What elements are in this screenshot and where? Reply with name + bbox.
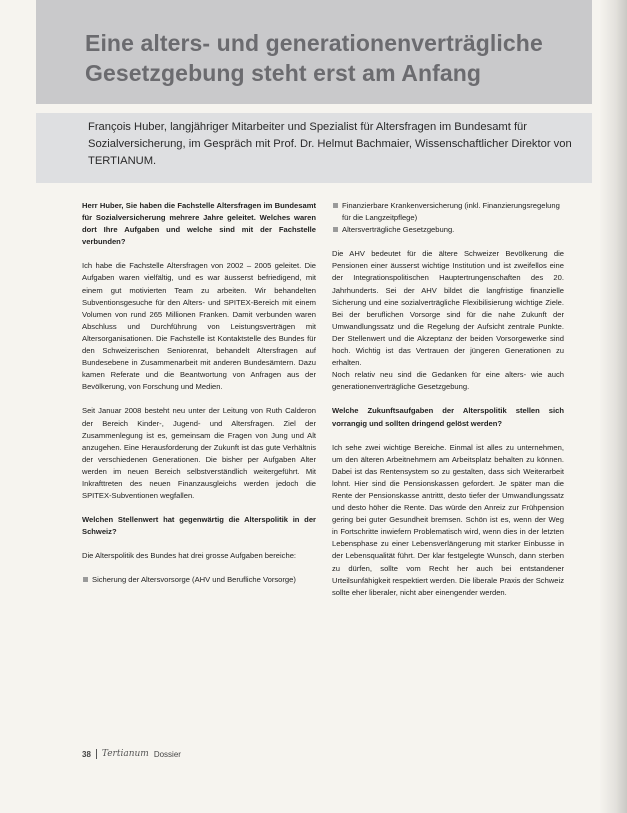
question-2: Welchen Stellenwert hat gegenwärtig die Alterspolitik in der Schweiz? <box>82 515 316 537</box>
answer-3-paragraph-1: Ich sehe zwei wichtige Bereiche. Einmal ist alles zu unternehmen, um den älteren Arbeitnehmern am Arbeitsplatz behalten zu können. Dabei ist das Rentensystem so zu gestalten, dass sich Weiterarbeit lohnt. Hier sind die Pensionskassen gefordert. Je später man die Rente der Pensionskasse antrittt, desto tiefer der Umwandlungssatz und desto höher die Rente. Das würde den Anreiz zur Frühpension gering bei guter Gesundheit bremsen. Schön ist es, wenn der Weg in Fortschritte inwiefern Problematisch wird, wenn dies in der letzten Lebensphase zu einer Lebensverlängerung mit starker Einbusse in der Lebensqualität führt. Der klar festgelegte Wunsch, dann sterben zu dürfen, sollte vom Recht her auch bei entstandener Urteilsunfähigkeit respektiert werden. Die liberale Praxis der Schweiz sollte eher liberaler, nicht aber einengender werden. <box>332 442 564 597</box>
answer-1-paragraph-1: Ich habe die Fachstelle Altersfragen von 2002 – 2005 geleitet. Die Aufgaben waren vielfältig, und es war äusserst befriedigend, mit einem gut motivierten Team zu arbeiten. Wir behandelten Subventionsgesuche für den Alters- und SPITEX-Bereich mit einem Volumen von rund 265 Millionen Franken. Damit verbunden waren Abschluss und Durchführung von Leistungsverträgen mit Altersorganisationen. Die Fachstelle ist Kontaktstelle des Bundes für den Schweizerischen Seniorenrat, behandelt Altersfragen auf Bundesebene in Zusammenarbeit mit anderen Bundesämtern. Dazu kamen Referate und die Beantwortung von Anfragen aus der Bevölkerung, von Forschung und Medien. <box>82 261 316 392</box>
section-name: Dossier <box>153 749 181 759</box>
question-1: Herr Huber, Sie haben die Fachstelle Altersfragen im Bundesamt für Sozialversicherung mehrere Jahre geleitet. Welches waren dort Ihre Aufgaben und welche sind mit der Fachstelle verbunden? <box>82 201 316 247</box>
page-edge-shadow <box>599 0 627 813</box>
list-item: Altersverträgliche Gesetzgebung. <box>332 224 564 236</box>
page-footer <box>82 749 181 759</box>
policy-areas-list <box>82 574 316 586</box>
left-column <box>82 200 316 599</box>
article-title: Eine alters- und generationenverträgliche Gesetzgebung steht erst am Anfang <box>85 30 543 86</box>
right-column <box>332 200 564 611</box>
answer-1-paragraph-2: Seit Januar 2008 besteht neu unter der Leitung von Ruth Calderon der Bereich Kinder-, Jugend- und Altersfragen. Ziel der Zusammenlegung ist es, gemeinsam die Fragen von Jung und Alt anzugehen. Eine Herausforderung der Zukunft ist das gute Verhältnis der verschiedenen Generationen. Die bisher per Aufgaben Alter werden im neuen Bereich selbstverständlich weitergeführt. Mit Inkrafttreten des neuen Finanzausgleichs werden jedoch die SPITEX-Subventionen wegfallen. <box>82 406 316 501</box>
list-item: Finanzierbare Krankenversicherung (inkl. Finanzierungsregelung für die Langzeitpflege) <box>332 200 564 224</box>
policy-areas-list-continued <box>332 200 564 236</box>
magazine-logo: Tertianum <box>101 749 149 759</box>
list-item: Sicherung der Altersvorsorge (AHV und Berufliche Vorsorge) <box>82 574 316 586</box>
answer-2-paragraph-1: Die AHV bedeutet für die ältere Schweizer Bevölkerung die Pensionen einer äusserst wichtige Institution und ist zweifellos eine der Integrationspolitischen Hauptertrungenschaften des 20. Jahrhunderts. Sei der AHV bildet die langfristige finanzielle Sicherung und eine sozialverträgliche Flexibilisierung wichtige Ziele. Bei der beruflichen Vorsorge sind für die nahe Zukunft der Umwandlungssatz und die Regelung der Aufsicht zentrale Punkte. Der Stellenwert und die Akzeptanz der beiden Vorsorgewerke sind hoch. Wichtig ist das Vertrauen der jüngeren Generationen zu erhalten. <box>332 249 564 368</box>
question-3: Welche Zukunftsaufgaben der Alterspolitik stellen sich vorrangig und sollten dringend gelöst werden? <box>332 406 564 428</box>
footer-divider <box>96 749 97 759</box>
answer-2-paragraph-2: Noch relativ neu sind die Gedanken für eine alters- wie auch generationenverträgliche Gesetzgebung. <box>332 370 564 392</box>
article-lead: François Huber, langjähriger Mitarbeiter und Spezialist für Altersfragen im Bundesamt für Sozialversicherung, im Gespräch mit Prof. Dr. Helmut Bachmaier, Wissenschaftlicher Direktor von TERTIANUM. <box>88 121 572 168</box>
page-number: 38 <box>82 749 91 759</box>
answer-2-intro: Die Alterspolitik des Bundes hat drei grosse Aufgaben bereiche: <box>82 551 297 561</box>
